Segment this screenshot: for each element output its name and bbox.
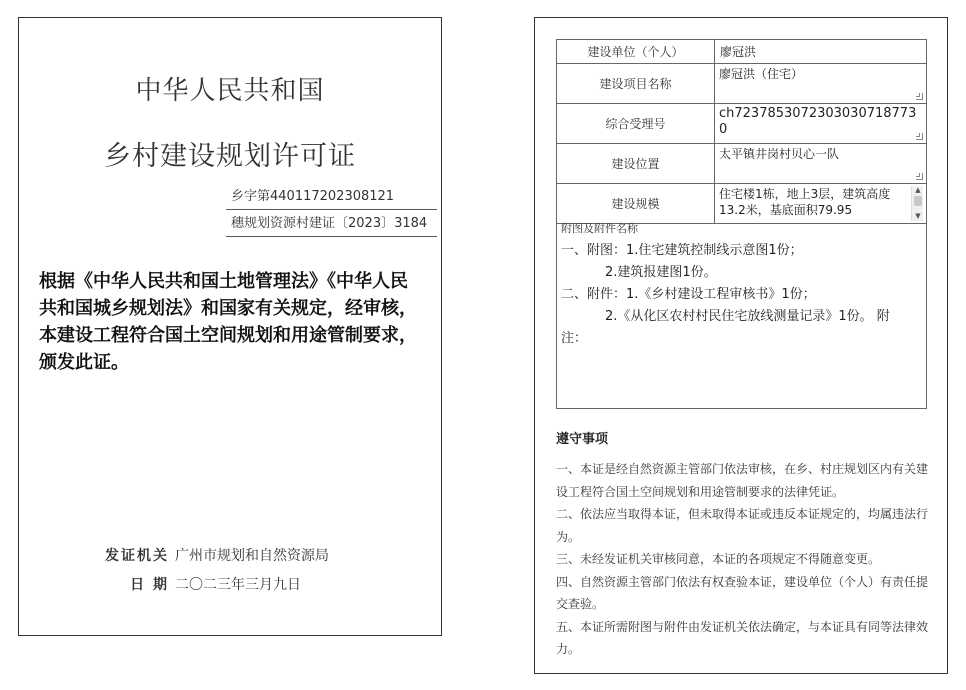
attachments-title: 附图及附件名称 — [561, 222, 638, 235]
row-label: 建设项目名称 — [557, 64, 715, 104]
issuer-label: 发证机关 — [105, 548, 169, 564]
certificate-detail-page — [534, 17, 948, 674]
attachment-line: 一、附图：1.住宅建筑控制线示意图1份； — [561, 243, 803, 258]
table-row — [557, 40, 927, 64]
attachment-line: 二、附件：1.《乡村建设工程审核书》1份； — [561, 287, 816, 302]
rule-item: 五、本证所需附图与附件由发证机关依法确定，与本证具有同等法律效力。 — [556, 619, 929, 656]
date-label: 日 期 — [130, 577, 169, 593]
certificate-number: 乡字第440117202308121 — [226, 184, 437, 210]
project-name-field[interactable] — [719, 66, 922, 98]
construction-scale-field[interactable] — [719, 186, 922, 218]
attachment-line: 2.《从化区农村村民住宅放线测量记录》1份。 附 — [605, 309, 890, 324]
location-field[interactable] — [719, 146, 922, 178]
row-label: 建设规模 — [557, 184, 715, 224]
resize-grip-icon[interactable] — [916, 173, 923, 180]
project-name-cell — [715, 64, 927, 104]
acceptance-number-field[interactable] — [719, 106, 922, 138]
resize-grip-icon[interactable] — [916, 93, 923, 100]
rule-item: 一、本证是经自然资源主管部门依法审核，在乡、村庄规划区内有关建设工程符合国土空间规划和用途管制要求的法律凭证。 — [556, 462, 929, 499]
location-cell — [715, 144, 927, 184]
rule-item: 二、依法应当取得本证，但未取得本证或违反本证规定的，均属违法行为。 — [556, 507, 929, 544]
project-info-table — [556, 39, 927, 224]
certificate-country-title: 中华人民共和国 — [135, 76, 325, 106]
table-row — [557, 64, 927, 104]
row-label: 综合受理号 — [557, 104, 715, 144]
issuer-value: 广州市规划和自然资源局 — [175, 548, 329, 564]
rule-item: 四、自然资源主管部门依法有权查验本证，建设单位（个人）有责任提交查验。 — [556, 574, 929, 611]
table-row — [557, 104, 927, 144]
row-label: 建设位置 — [557, 144, 715, 184]
acceptance-number-cell — [715, 104, 927, 144]
rules-list — [556, 458, 930, 661]
certificate-document-number: 穗规划资源村建证〔2023〕3184 — [226, 211, 437, 237]
scroll-up-icon[interactable]: ▲ — [915, 186, 921, 194]
scroll-thumb[interactable] — [914, 196, 922, 206]
resize-grip-icon[interactable] — [916, 133, 923, 140]
attachment-line: 2.建筑报建图1份。 — [605, 265, 717, 280]
certificate-title: 乡村建设规划许可证 — [104, 141, 356, 172]
certificate-declaration: 根据《中华人民共和国土地管理法》《中华人民共和国城乡规划法》和国家有关规定，经审核，本建设工程符合国土空间规划和用途管制要求，颁发此证。 — [39, 271, 417, 373]
scroll-down-icon[interactable]: ▼ — [915, 212, 921, 220]
certificate-front-page — [18, 17, 442, 636]
applicant-value: 廖冠洪 — [715, 40, 927, 64]
attachments-box — [556, 216, 927, 409]
date-value: 二〇二三年三月九日 — [175, 577, 301, 593]
rules-title: 遵守事项 — [556, 432, 609, 447]
rule-item: 三、未经发证机关审核同意，本证的各项规定不得随意变更。 — [556, 552, 881, 566]
table-row — [557, 144, 927, 184]
row-label: 建设单位（个人） — [557, 40, 715, 64]
attachment-note: 注： — [561, 331, 588, 346]
